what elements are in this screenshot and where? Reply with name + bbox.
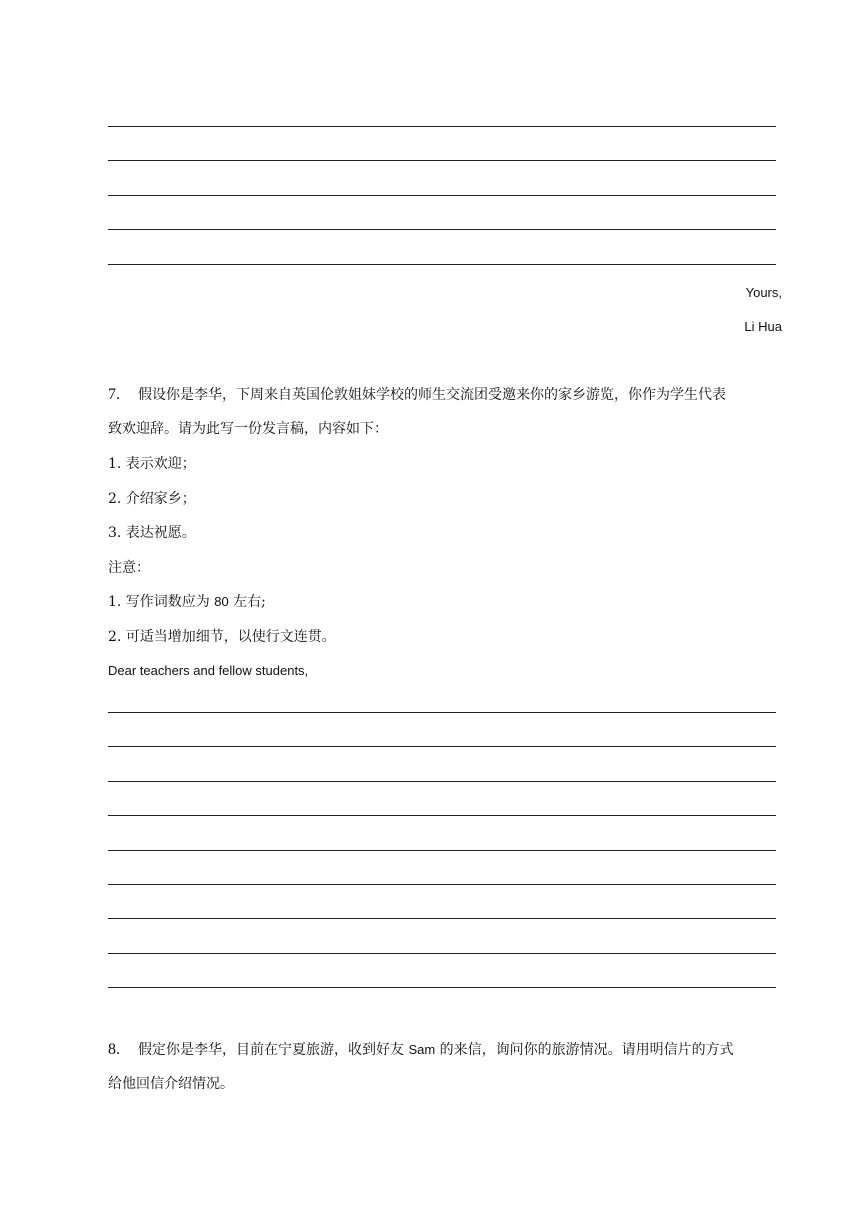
- q8-prompt-line2: 给他回信介绍情况。: [108, 1076, 234, 1092]
- q7-point-3: 3. 表达祝愿。: [108, 525, 196, 541]
- answer-line: [108, 229, 776, 230]
- answer-line: [108, 815, 776, 816]
- answer-line: [108, 918, 776, 919]
- answer-line: [108, 712, 776, 713]
- q7-prompt-line1: [108, 386, 726, 404]
- letter-signature: Li Hua: [744, 319, 782, 334]
- answer-line: [108, 781, 776, 782]
- answer-line: [108, 264, 776, 265]
- answer-line: [108, 850, 776, 851]
- q8-prompt-text1a: 假定你是李华，目前在宁夏旅游，收到好友: [138, 1042, 409, 1058]
- q7-notice-label: 注意：: [108, 560, 150, 576]
- answer-line: [108, 953, 776, 954]
- q7-notice-1: [108, 593, 266, 611]
- q7-notice-1-suffix: 左右;: [228, 594, 266, 610]
- q8-prompt-line1: [108, 1041, 734, 1059]
- answer-line: [108, 746, 776, 747]
- answer-line: [108, 195, 776, 196]
- answer-line: [108, 126, 776, 127]
- answer-line: [108, 987, 776, 988]
- q8-number: 8.: [108, 1041, 120, 1058]
- q7-prompt-line2: 致欢迎辞。请为此写一份发言稿，内容如下：: [108, 421, 388, 437]
- q7-notice-1-prefix: 1. 写作词数应为: [108, 594, 215, 610]
- q7-notice-2: 2. 可适当增加细节，以使行文连贯。: [108, 629, 336, 645]
- q7-notice-word-count: 80: [214, 594, 229, 609]
- q8-friend-name: Sam: [408, 1042, 436, 1057]
- answer-line: [108, 160, 776, 161]
- q7-number: 7.: [108, 386, 120, 403]
- answer-line: [108, 884, 776, 885]
- q8-prompt-text1b: 的来信，询问你的旅游情况。请用明信片的方式: [435, 1042, 734, 1058]
- letter-closing: Yours,: [745, 285, 782, 300]
- q7-salutation: Dear teachers and fellow students,: [108, 663, 309, 678]
- q7-point-1: 1. 表示欢迎；: [108, 456, 196, 472]
- q7-prompt-text1: 假设你是李华，下周来自英国伦敦姐妹学校的师生交流团受邀来你的家乡游览，你作为学生代表: [138, 387, 726, 403]
- q7-point-2: 2. 介绍家乡；: [108, 491, 196, 507]
